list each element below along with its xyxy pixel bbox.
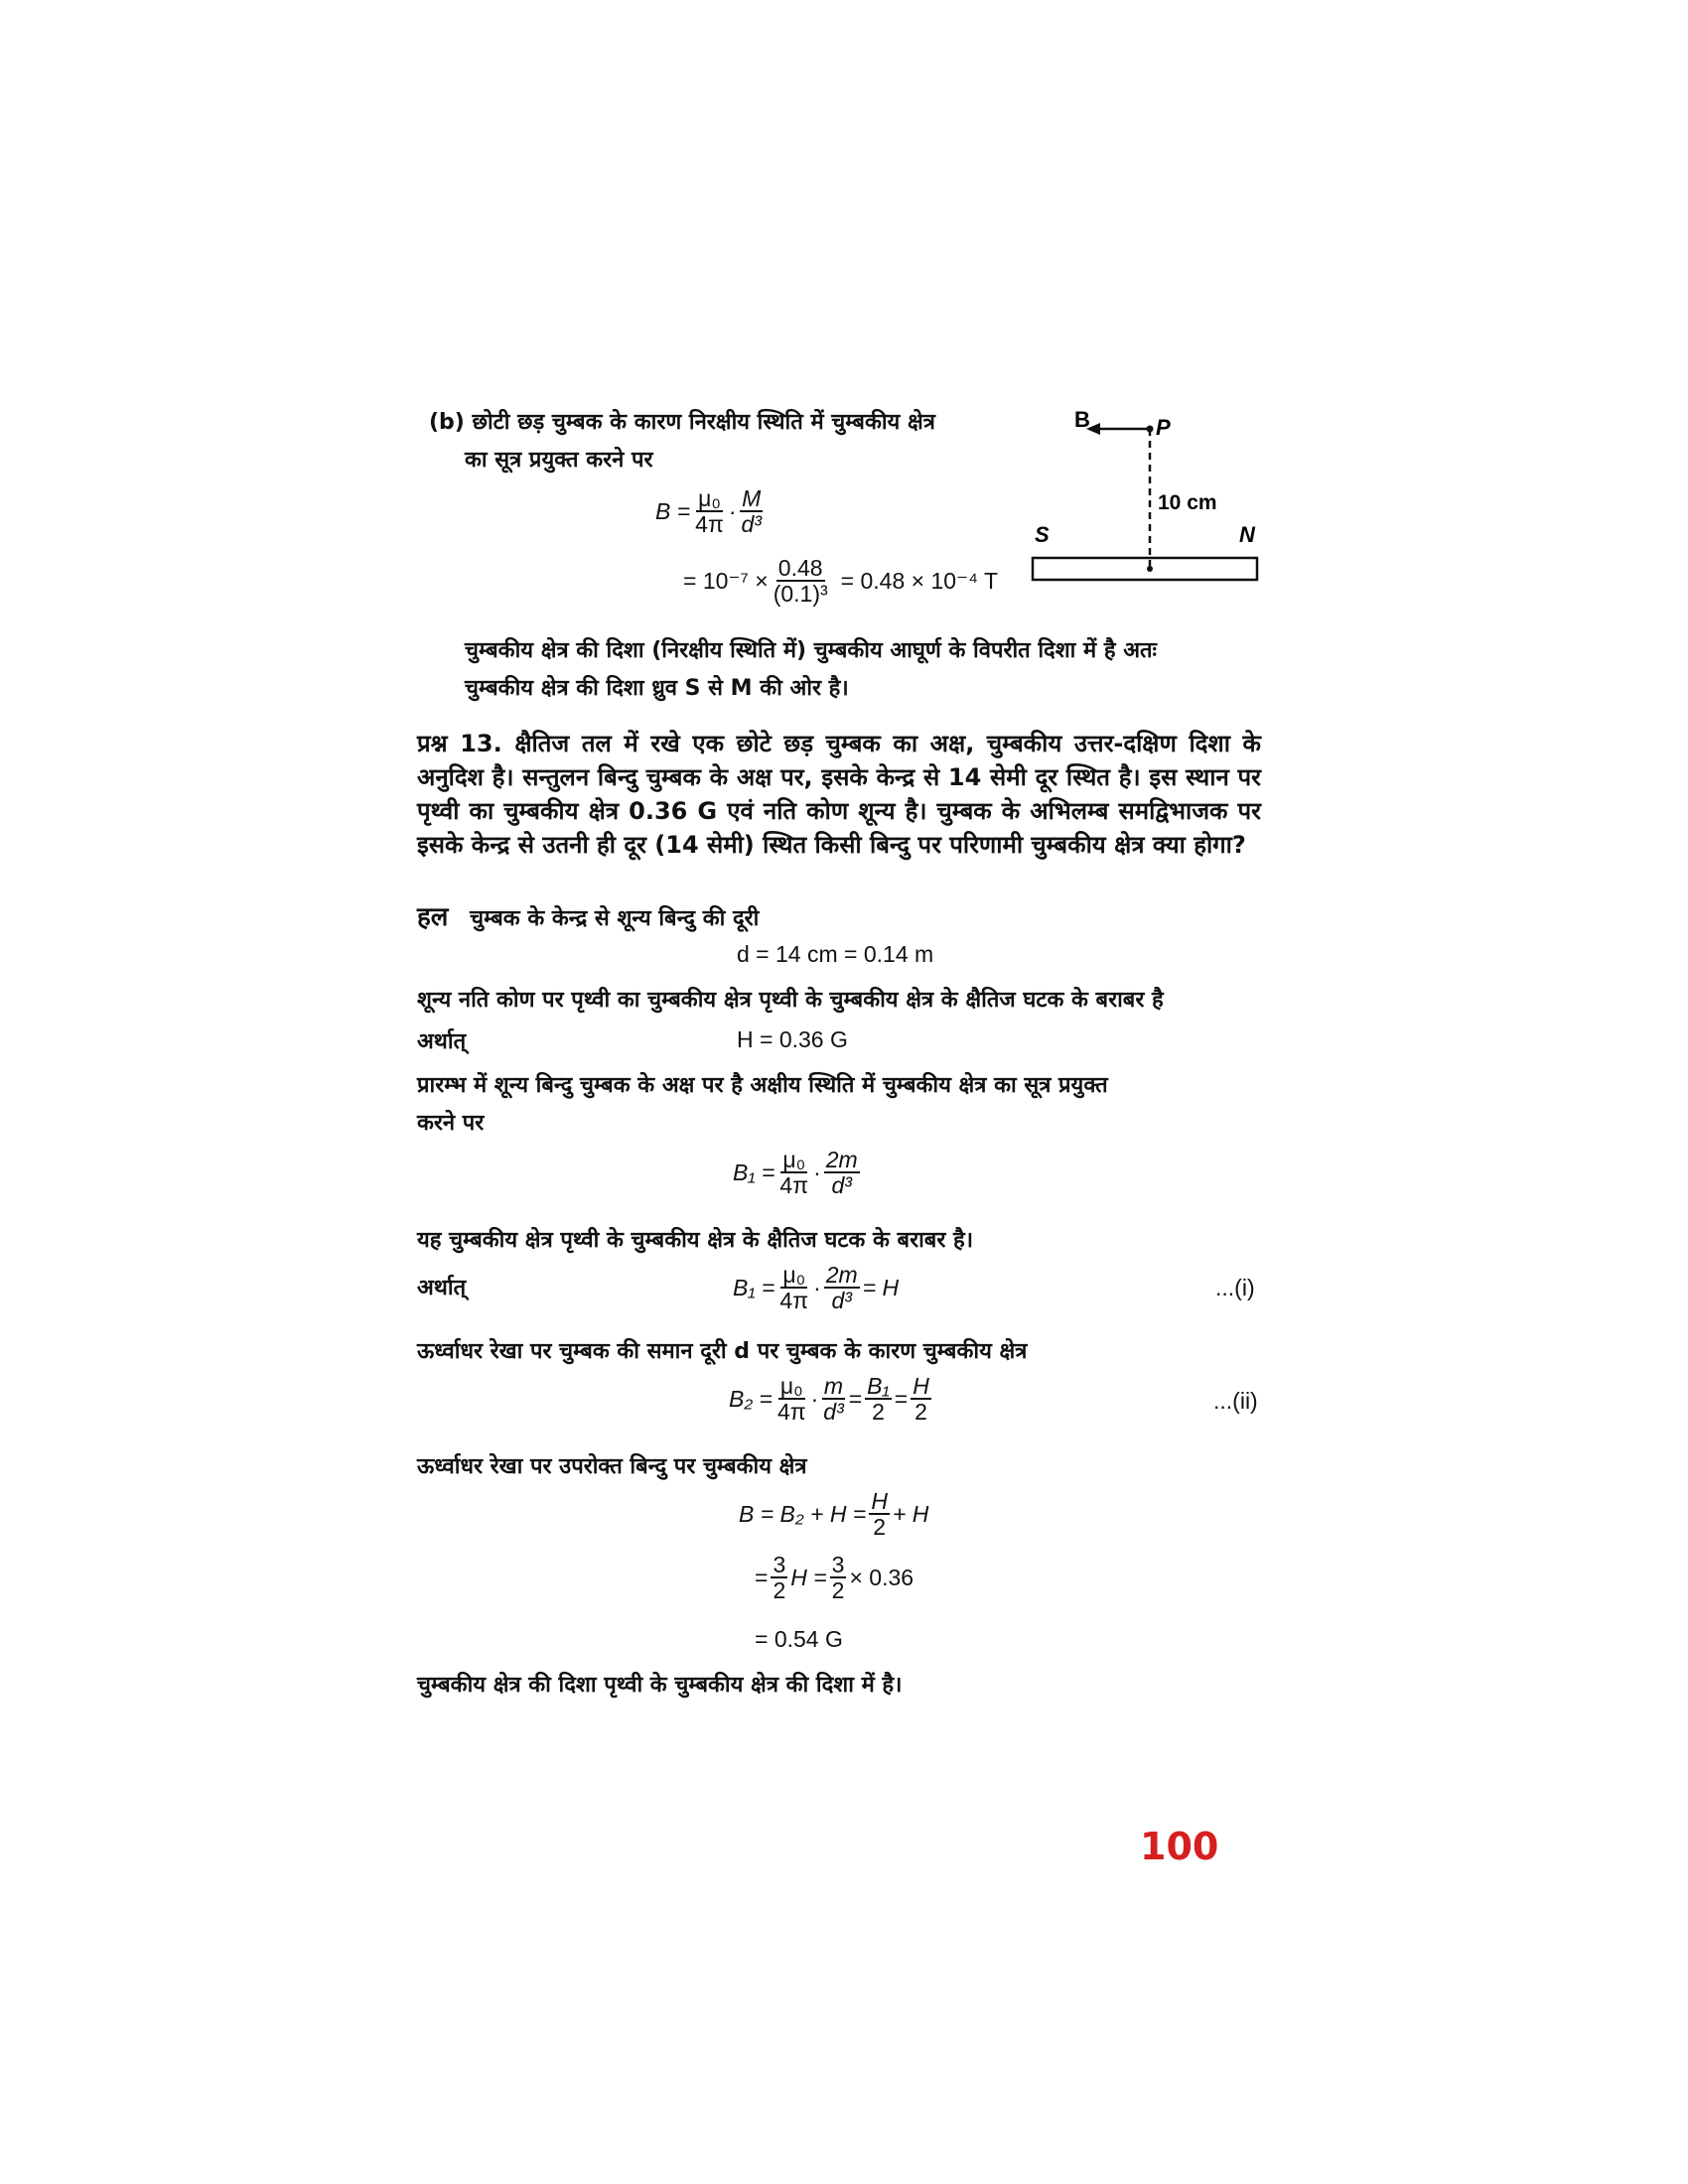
fraction-mu0-4pi [775,1374,808,1424]
line-axial1: प्रारम्भ में शून्य बिन्दु चुम्बक के अक्ष पर है अक्षीय स्थिति में चुम्बकीय क्षेत्र का सूत्र प्रयुक्त [417,1073,1108,1098]
line-equal: यह चुम्बकीय क्षेत्र पृथ्वी के चुम्बकीय क्षेत्र के क्षैतिज घटक के बराबर है। [417,1228,974,1253]
denominator: d³ [741,511,762,537]
label-p: P [1156,415,1171,440]
numerator: μ₀ [782,1262,806,1288]
plus-h: + H [892,1500,929,1527]
denominator: 4π [779,1172,809,1198]
part-b-line2: का सूत्र प्रयुक्त करने पर [465,448,653,473]
numerator: 3 [831,1552,845,1577]
fraction-b1-2 [865,1374,892,1424]
denominator: 2 [873,1514,887,1540]
question-13: प्रश्न 13. क्षैतिज तल में रखे एक छोटे छड़ चुम्बक का अक्ष, चुम्बकीय उत्तर-दक्षिण दिशा के अनुदिश है। सन्तुलन बिन्दु चुम्बक के अक्ष पर, इसके केन्द्र से 14 सेमी दूर स्थित है। इस स्थान पर पृथ्वी का चुम्बकीय क्षेत्र 0.36 G एवं नति कोण शून्य है। चुम्बक के अभिलम्ब समद्विभाजक पर इसके केन्द्र से उतनी ही दूर (14 सेमी) स्थित किसी बिन्दु पर परिणामी चुम्बकीय क्षेत्र क्या होगा? [417,730,1261,859]
numerator: H [913,1373,929,1399]
line-axial2: करने पर [417,1111,485,1136]
equation-b-formula: B = $\frac{\text{μ₀}}{4\pi}$ · $\frac{M}{\text{d³}}$ [655,485,762,537]
part-b-line1: (b) छोटी छड़ चुम्बक के कारण निरक्षीय स्थिति में चुम्बकीय क्षेत्र [429,410,935,435]
bar-magnet [1033,558,1257,580]
eq-prefix: = 10⁻⁷ × [683,567,769,594]
equation-ii: B₂ = $\frac{\text{μ₀}}{4\pi}$ · $\frac{m}{\text{d³}}$ = $\frac{\text{B₁}}{2}$ = $\frac{H}{2}$ [729,1373,929,1425]
h-equals: H = [790,1564,827,1590]
times-value: × 0.36 [849,1564,914,1590]
eq-result: = 0.48 × 10⁻⁴ T [840,567,999,594]
equation-d: d = 14 cm = 0.14 m [737,941,934,967]
fraction-h-2 [911,1374,931,1424]
eq-lhs: B₁ = [733,1159,775,1185]
fraction-048 [772,556,830,606]
solution-intro-row [417,901,759,935]
fraction-mu0-4pi [777,1263,810,1312]
numerator: 2m [825,1262,858,1288]
numerator: 0.48 [777,555,823,581]
numerator: μ₀ [698,485,721,511]
magnet-center-dot [1147,566,1153,572]
direction-line2: चुम्बकीय क्षेत्र की दिशा ध्रुव S से M की ओर है। [465,676,849,701]
equation-result: = 0.54 G [755,1626,843,1652]
label-distance: 10 cm [1158,491,1217,514]
numerator: μ₀ [779,1373,803,1399]
denominator: 4π [779,1288,809,1313]
equation-three-half [755,1553,914,1602]
label-s: S [1035,522,1050,547]
fraction-h-2 [869,1489,890,1539]
denominator: d³ [823,1399,844,1425]
fraction-mu0-4pi [693,486,726,536]
numerator: 3 [773,1552,786,1577]
label-n: N [1239,522,1255,547]
label-b: B [1074,407,1090,432]
solution-intro: चुम्बक के केन्द्र से शून्य बिन्दु की दूरी [470,906,760,931]
line-zero-dip: शून्य नति कोण पर पृथ्वी का चुम्बकीय क्षेत्र पृथ्वी के चुम्बकीय क्षेत्र के क्षैतिज घटक के बराबर है [417,988,1164,1013]
line-point: ऊर्ध्वाधर रेखा पर उपरोक्त बिन्दु पर चुम्बकीय क्षेत्र [417,1454,807,1479]
ref-ii: ...(ii) [1213,1388,1258,1414]
denominator: 4π [695,511,724,537]
equals-sign: = [755,1564,769,1590]
eq-lhs: B = [655,497,691,524]
denominator: 4π [776,1399,806,1425]
eq-lhs: B₁ = [733,1274,775,1300]
numerator: B₁ [867,1373,890,1399]
solution-label: हल [417,902,449,932]
equation-h: H = 0.36 G [737,1026,848,1052]
eq-suffix: = H [862,1274,900,1300]
fraction-3-2 [771,1553,787,1602]
denominator: 2 [872,1399,885,1425]
equals-sign: = [894,1385,909,1412]
numerator: M [742,485,762,511]
fraction-mu0-4pi [777,1148,810,1197]
equation-b-value [683,556,998,606]
equals-sign: = [848,1385,863,1412]
denominator: 2 [831,1577,845,1603]
equation-sum [739,1489,928,1539]
arthat-1: अर्थात् [417,1029,467,1054]
fraction-3-2 [830,1553,847,1602]
final-line: चुम्बकीय क्षेत्र की दिशा पृथ्वी के चुम्बकीय क्षेत्र की दिशा में है। [417,1673,903,1698]
equation-b1: B₁ = $\frac{\text{μ₀}}{4\pi}$ · $\frac{2m}{\text{d³}}$ [733,1147,858,1198]
denominator: (0.1)³ [773,581,828,607]
numerator: H [871,1488,888,1514]
arthat-2: अर्थात् [417,1276,467,1300]
ref-i: ...(i) [1215,1275,1255,1300]
fraction-2m-d3 [824,1263,860,1312]
line-vertical: ऊर्ध्वाधर रेखा पर चुम्बक की समान दूरी d पर चुम्बक के कारण चुम्बकीय क्षेत्र [417,1339,1028,1364]
point-p-dot [1147,426,1154,433]
page-number: 100 [1140,1825,1219,1868]
denominator: d³ [831,1172,852,1198]
denominator: 2 [773,1577,786,1603]
denominator: d³ [831,1288,852,1313]
denominator: 2 [914,1399,927,1425]
eq-lhs: B₂ = [729,1385,773,1412]
numerator: m [823,1373,844,1399]
fraction-M-d3 [740,486,764,536]
eq-lhs: B = B₂ + H = [739,1500,867,1527]
direction-line1: चुम्बकीय क्षेत्र की दिशा (निरक्षीय स्थिति में) चुम्बकीय आघूर्ण के विपरीत दिशा में है अतः [465,638,1157,663]
fraction-2m-d3 [824,1148,860,1197]
numerator: μ₀ [782,1147,806,1172]
numerator: 2m [825,1147,858,1172]
equation-i: B₁ = $\frac{\text{μ₀}}{4\pi}$ · $\frac{2m}{\text{d³}}$ = H [733,1262,900,1313]
fraction-m-d3 [821,1374,845,1424]
bar-magnet-diagram [1023,402,1271,591]
